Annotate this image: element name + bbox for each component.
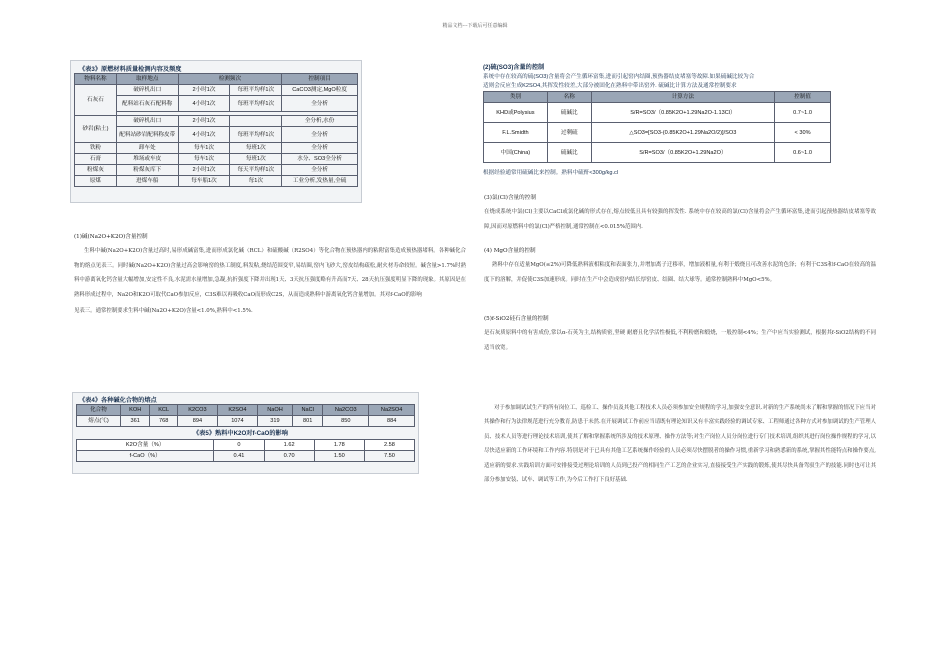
table-cell: CaCO3测定,MgO粒度 [282,85,358,96]
section-title-fsio2: (5)f-SiO2硅石含量的控制 [484,316,549,322]
table-cell: 粉煤灰库下 [116,165,178,176]
table-header-cell: Na2CO3 [323,405,369,416]
table-header-cell: 0 [214,440,264,451]
section-title-chlorine: (3)氯(Cl)含量的控制 [484,195,536,201]
table-cell: 每天平均样1次 [230,165,282,176]
table-header-cell: K2CO3 [177,405,217,416]
table3 [74,73,358,187]
table-header-cell: 化合物 [77,405,121,416]
table-cell: 2小时1次 [178,165,230,176]
table-cell: S/R=SO3/（0.85K2O+1.29Na2O） [591,143,774,163]
table-header-cell: 控制项目 [282,74,358,85]
table-cell: 中国(China) [484,143,548,163]
table4-header-row [77,405,415,416]
table-header-cell: 类别 [484,92,548,103]
section-title-mgo: (4) MgO含量的控制 [484,248,536,254]
table5-header-row [77,440,415,451]
table-cell: 768 [150,416,177,427]
table-cell: F.L.Smidth [484,123,548,143]
table-cell: 原煤 [75,176,117,187]
sulfur-table [483,91,831,163]
table-row [484,103,831,123]
table-cell: 894 [177,416,217,427]
table3-image [70,60,362,203]
table-cell: 石膏 [75,154,117,165]
table-cell: 硫碱比 [547,103,591,123]
table-header-cell: 计算方法 [591,92,774,103]
table-row [75,116,358,127]
table-cell: 1.50 [314,451,364,462]
table5-title: 《表5》熟料中K2O对f-CaO的影响 [193,430,288,437]
table-cell: f-CaO（%） [77,451,214,462]
table-cell: 0.6~1.0 [775,143,831,163]
table-cell: 砂岩(粘土) [75,116,117,143]
table-header-cell: 名称 [547,92,591,103]
table-cell: 全分析,水份 [282,116,358,127]
paragraph-training: 对于参加调试试生产的所有岗位工、巡检工、操作员及其他工程技术人员必须参加安全规程的学习,加强安全意识.对新的生产系统尚未了解和掌握的情况下应当对其操作和行为法律规范进行充分教育,防患于未然.在开展调试工作前应当请既有理论知识又有丰富实践经验的调试专家、工程师通过各种方式对参加调试的生产管理人员、技术人员等进行理论技术培训,使其了解和掌握系统所涉及的技术原理、操作方法等;对生产岗位人员分岗位进行专门技术培训,组织其进行岗位操作规程的学习,以尽快适应新的工作环境和工作内容.特别是对于已具有其他工艺系统操作经验的人员必须尽快摆脱者的操作习惯,重新学习和熟悉新的系统,掌握其性能特点和操作要点,适应新的要求.实践培训方面可安排接受过理论培训的人员到已投产的相同生产工艺的企业实习,直接接受生产实践的锻炼,使其尽快具备驾驭生产的技能.同时也可让其部分参加安装、试车、调试等工作,为今后工作打下良好基础. [484,405,876,484]
table-cell: < 30% [775,123,831,143]
table-cell [230,116,282,127]
table-cell: 0.41 [214,451,264,462]
table-header-cell: 控制值 [775,92,831,103]
table-cell: 全分析 [282,165,358,176]
table-cell: 破碎机出口 [116,85,178,96]
table-header-cell: 取样地点 [116,74,178,85]
table-cell: 粉煤灰 [75,165,117,176]
table-cell: 每班平均样1次 [230,85,282,96]
paragraph-mgo: 熟料中存在适量MgO(≤2%)可降低熟料液相粘度和表面张力,并增加离子迁移率，增加液相量,有利于煅烧且可改善水泥的色泽；有利于C3S和f-CaO在较高的温度下的溶解，并促使C3S加速形成。同时在生产中会造成窑内结长厚窑皮、结圈、结大球等。通常控制熟料中MgO<5%。 [484,262,876,283]
sulfur-note: 根据经验通常用硫碱比来控制。熟料中硫酐<300g/kg.cl [483,170,619,176]
table-cell: 工业分析,发热量,全硫 [282,176,358,187]
paragraph-chlorine: 在烧成系统中氯(Cl)主要以CaCl或氯化碱的形式存在,熔点较低且具有较强的挥发性. 系统中存在较高的氯(Cl)含量将会产生循环富集,进而引起预热器结皮堵塞等故障,因而对原燃料中的氯(Cl)严格控制,通常控制在<0.015%范围内. [484,209,876,230]
table-header-cell: KCL [150,405,177,416]
table-header-cell: KOH [120,405,150,416]
table4-title: 《表4》各种碱化合物的熔点 [79,397,157,404]
table-header-cell: 1.78 [314,440,364,451]
sulfur-title: (2)硫(SO3)含量的控制 [483,64,545,71]
table-row [75,176,358,187]
table-cell: S/R=SO3/（0.85K2O+1.29Na2O-1.13Cl） [591,103,774,123]
table3-title: 《表3》原燃材料质量检测内容及频度 [79,66,182,73]
table-cell: 每班1次 [230,143,282,154]
table-cell: △SO3=[SO3-(0.85K2O+1.29Na2O/2)]/SO3 [591,123,774,143]
table-header-cell: 检测频次 [178,74,282,85]
table-row [75,154,358,165]
table-cell: 850 [323,416,369,427]
sulfur-table-header-row [484,92,831,103]
table-cell: 每车1次 [178,143,230,154]
table-header-cell: 1.62 [264,440,314,451]
sulfur-desc: 适则会反应生成K2SO4,其挥发性较差,大部分被固化在熟料中带出窑外. 硫碱比计算方法及通常控制要求 [483,83,737,89]
table-cell: 每班平均样1次 [230,127,282,143]
paragraph-text: 见表三。通常控制要求生料中碱(Na2O+K2O)含量<1.0%,熟料中<1.5%. [74,308,253,315]
table-cell: 2小时1次 [178,116,230,127]
table-cell: 0.70 [264,451,314,462]
table-cell: 全分析 [282,143,358,154]
table3-header-row [75,74,358,85]
table-cell: 1074 [218,416,258,427]
table-cell: 破碎机出口 [116,116,178,127]
table-cell: 每1次 [230,176,282,187]
table-cell: 配料站砂岩配料称皮带 [116,127,178,143]
table-row [484,123,831,143]
table-cell: 319 [257,416,292,427]
table-cell: 铁粉 [75,143,117,154]
table-row [75,96,358,112]
sulfur-table-image [481,60,834,177]
paragraph-alkali [74,244,466,319]
paragraph-fsio2: 是石灰质原料中的有害成份,常以α-石英为主,结构质密,坚硬 耐磨且化学活性极低,不利粉磨和煅烧，一般控制<4%；生产中应当实验测试，根据其f-SiO2结构的不同适当放宽。 [484,330,876,351]
table-cell: 配料站石灰石配料称 [116,96,178,112]
table-header-cell: 2.58 [364,440,414,451]
table5 [76,439,415,462]
table-cell: KHD或Polysius [484,103,548,123]
table-cell: 7.50 [364,451,414,462]
table-cell: 硫碱比 [547,143,591,163]
table-header-cell: NaOH [257,405,292,416]
table-cell: 全分析 [282,127,358,143]
page-header: 精品文档---下载后可任意编辑 [442,23,508,29]
table-cell: 堆场或车皮 [116,154,178,165]
table-cell: 进煤车船 [116,176,178,187]
table-cell: 全分析 [282,96,358,112]
table-cell: 过剩硫 [547,123,591,143]
table-header-cell: K2SO4 [218,405,258,416]
table-row [484,143,831,163]
table-cell: 水分、SO3全分析 [282,154,358,165]
table-cell: 每班1次 [230,154,282,165]
table-row [75,85,358,96]
table-cell: 卸车处 [116,143,178,154]
table-row [75,165,358,176]
table-header-cell: NaCl [293,405,323,416]
table-cell: 石灰石 [75,85,117,116]
table-header-cell: Na2SO4 [369,405,415,416]
table-row [75,127,358,143]
table-cell: 每车1次 [178,154,230,165]
table-cell: 884 [369,416,415,427]
table-cell: 4小时1次 [178,127,230,143]
section-title-alkali: (1)碱(Na2O+K2O)含量控制 [74,234,148,240]
paragraph-text: 生料中碱(Na2O+K2O)含量过高时,易形成碱富集,进而形成氯化碱（RCL）和硫酸碱（R2SO4）等化合物在预热器内的粘附富集造成预热器堵料。各种碱化合物的熔点见表三。同时碱(Na2O+K2O)含量过高会影响窑的热工制度,料发粘,烧结范围变窄,易结圈,窑内飞砂大,窑皮结构疏松,耐火材寿命较短。碱含量>1.7%时熟料中游离氧化钙含量大幅增加,安定性不良,水泥需水量增加,急凝,抗折强度下降并出现1天、3天抗压强度略有升高而7天、28天抗压强度明显下降的现象。其原因是在熟料形成过程中，Na2O和K2O可取代CaO参加反应，C3S难以再吸收CaO而形成C2S，从而造成熟料中游离氧化钙含量增加。其对f-CaO的影响 [74,248,466,298]
table-header-cell: K2O含量（%） [77,440,214,451]
table-cell: 801 [293,416,323,427]
table-row [77,416,415,427]
table-header-cell: 物料名称 [75,74,117,85]
table-cell: 361 [120,416,150,427]
table-cell: 2小时1次 [178,85,230,96]
table-cell: 0.7~1.0 [775,103,831,123]
table-row [77,451,415,462]
table-cell: 4小时1次 [178,96,230,112]
table-row [75,143,358,154]
table-cell: 熔点(℃) [77,416,121,427]
table4-5-image [72,392,419,474]
table4 [76,404,415,427]
table-cell: 每车船1次 [178,176,230,187]
sulfur-desc: 系统中存在较高的硫(SO3)含量将会产生循环富集,进而引起窑内结圈,预热器结皮堵塞等故障.如果硫碱比较为合 [483,74,755,80]
table-cell: 每班平均样1次 [230,96,282,112]
